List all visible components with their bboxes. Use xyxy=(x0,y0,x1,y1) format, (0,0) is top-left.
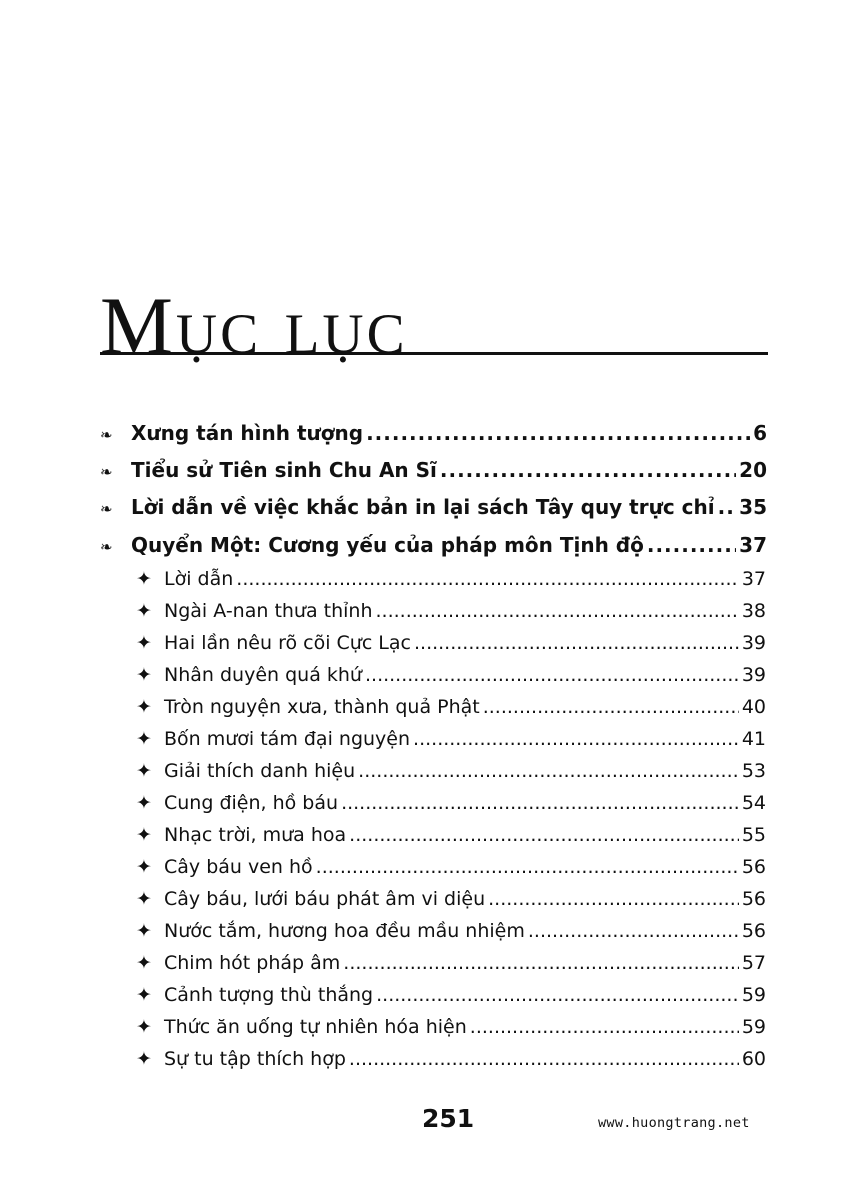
toc-entry-page: 6 xyxy=(753,421,767,445)
toc-subentry-page: 54 xyxy=(741,792,766,814)
dot-leader xyxy=(528,917,739,945)
toc-subentry-label: Sự tu tập thích hợp xyxy=(164,1048,346,1070)
dot-leader xyxy=(376,597,739,625)
dot-leader xyxy=(366,418,750,448)
toc-subentry-page: 56 xyxy=(741,888,766,910)
dot-leader xyxy=(349,821,739,849)
title-underline xyxy=(100,352,768,355)
toc-entry[interactable] xyxy=(100,530,767,560)
dot-leader xyxy=(365,661,739,689)
four-point-star-icon: ✦ xyxy=(136,664,152,686)
fleuron-icon: ❧ xyxy=(100,426,113,444)
four-point-star-icon: ✦ xyxy=(136,824,152,846)
toc-subentry-label: Cây báu ven hồ xyxy=(164,856,313,878)
dot-leader xyxy=(316,853,739,881)
four-point-star-icon: ✦ xyxy=(136,792,152,814)
fleuron-icon: ❧ xyxy=(100,500,113,518)
toc-subentry[interactable] xyxy=(136,629,766,657)
toc-subentry-label: Thức ăn uống tự nhiên hóa hiện xyxy=(164,1016,467,1038)
toc-entry-page: 35 xyxy=(739,495,767,519)
dot-leader xyxy=(440,455,736,485)
page-number: 251 xyxy=(422,1104,475,1133)
toc-subentry-label: Hai lần nêu rõ cõi Cực Lạc xyxy=(164,632,411,654)
toc-subentry[interactable] xyxy=(136,597,766,625)
toc-subentry[interactable] xyxy=(136,853,766,881)
four-point-star-icon: ✦ xyxy=(136,696,152,718)
toc-subentry-page: 41 xyxy=(741,728,766,750)
toc-subentry-page: 55 xyxy=(741,824,766,846)
dot-leader xyxy=(376,981,739,1009)
toc-subentry[interactable] xyxy=(136,725,766,753)
toc-subentry-label: Nước tắm, hương hoa đều mầu nhiệm xyxy=(164,920,525,942)
toc-subentry[interactable] xyxy=(136,885,766,913)
dot-leader xyxy=(647,530,736,560)
toc-entry-page: 20 xyxy=(739,458,767,482)
dot-leader xyxy=(413,725,739,753)
toc-entry-label: Xưng tán hình tượng xyxy=(131,421,364,445)
toc-subentry-label: Nhạc trời, mưa hoa xyxy=(164,824,347,846)
toc-subentry-label: Tròn nguyện xưa, thành quả Phật xyxy=(164,696,480,718)
toc-subentry[interactable] xyxy=(136,1013,766,1041)
toc-subentry[interactable] xyxy=(136,789,766,817)
toc-subentry[interactable] xyxy=(136,1045,766,1073)
website-url: www.huongtrang.net xyxy=(598,1115,750,1131)
toc-subentry[interactable] xyxy=(136,693,766,721)
toc-entry-label: Tiểu sử Tiên sinh Chu An Sĩ xyxy=(131,458,437,482)
toc-subentry[interactable] xyxy=(136,917,766,945)
toc-subentry-page: 56 xyxy=(741,856,766,878)
toc-subentry-page: 53 xyxy=(741,760,766,782)
four-point-star-icon: ✦ xyxy=(136,1016,152,1038)
toc-entry[interactable] xyxy=(100,455,767,485)
toc-subentry-page: 57 xyxy=(741,952,766,974)
dot-leader xyxy=(488,885,739,913)
toc-subentry-label: Cảnh tượng thù thắng xyxy=(164,984,374,1006)
toc-subentry-label: Cây báu, lưới báu phát âm vi diệu xyxy=(164,888,486,910)
fleuron-icon: ❧ xyxy=(100,463,113,481)
toc-subentry-label: Ngài A-nan thưa thỉnh xyxy=(164,600,373,622)
toc-subentry-page: 39 xyxy=(741,632,766,654)
toc-subentry[interactable] xyxy=(136,757,766,785)
four-point-star-icon: ✦ xyxy=(136,760,152,782)
toc-subentry[interactable] xyxy=(136,661,766,689)
toc-subentry-label: Nhân duyên quá khứ xyxy=(164,664,362,686)
toc-entry-label: Lời dẫn về việc khắc bản in lại sách Tây quy trực chỉ xyxy=(131,495,715,519)
four-point-star-icon: ✦ xyxy=(136,600,152,622)
dot-leader xyxy=(236,565,739,593)
dot-leader xyxy=(718,492,737,522)
four-point-star-icon: ✦ xyxy=(136,920,152,942)
toc-subentry-label: Lời dẫn xyxy=(164,568,234,590)
toc-subentry[interactable] xyxy=(136,949,766,977)
toc-subentry-page: 38 xyxy=(741,600,766,622)
dot-leader xyxy=(349,1045,739,1073)
dot-leader xyxy=(483,693,739,721)
four-point-star-icon: ✦ xyxy=(136,856,152,878)
four-point-star-icon: ✦ xyxy=(136,1048,152,1070)
dot-leader xyxy=(358,757,739,785)
four-point-star-icon: ✦ xyxy=(136,728,152,750)
four-point-star-icon: ✦ xyxy=(136,888,152,910)
toc-subentry-label: Cung điện, hồ báu xyxy=(164,792,339,814)
toc-subentry-page: 56 xyxy=(741,920,766,942)
toc-subentry[interactable] xyxy=(136,981,766,1009)
toc-subentry-page: 59 xyxy=(741,1016,766,1038)
toc-subentry-page: 59 xyxy=(741,984,766,1006)
fleuron-icon: ❧ xyxy=(100,538,113,556)
toc-subentry-page: 39 xyxy=(741,664,766,686)
four-point-star-icon: ✦ xyxy=(136,984,152,1006)
toc-subentry[interactable] xyxy=(136,565,766,593)
toc-subentry[interactable] xyxy=(136,821,766,849)
dot-leader xyxy=(470,1013,739,1041)
toc-subentry-page: 40 xyxy=(741,696,766,718)
toc-entry[interactable] xyxy=(100,418,767,448)
dot-leader xyxy=(343,949,739,977)
toc-entry-page: 37 xyxy=(739,533,767,557)
toc-entry[interactable] xyxy=(100,492,767,522)
four-point-star-icon: ✦ xyxy=(136,568,152,590)
dot-leader xyxy=(414,629,739,657)
toc-subentry-label: Chim hót pháp âm xyxy=(164,952,341,974)
toc-subentry-label: Bốn mươi tám đại nguyện xyxy=(164,728,411,750)
page-title: Mục lục xyxy=(100,280,408,371)
toc-subentry-label: Giải thích danh hiệu xyxy=(164,760,356,782)
toc-subentry-page: 60 xyxy=(741,1048,766,1070)
four-point-star-icon: ✦ xyxy=(136,632,152,654)
dot-leader xyxy=(341,789,739,817)
toc-subentry-page: 37 xyxy=(741,568,766,590)
four-point-star-icon: ✦ xyxy=(136,952,152,974)
toc-entry-label: Quyển Một: Cương yếu của pháp môn Tịnh độ xyxy=(131,533,644,557)
